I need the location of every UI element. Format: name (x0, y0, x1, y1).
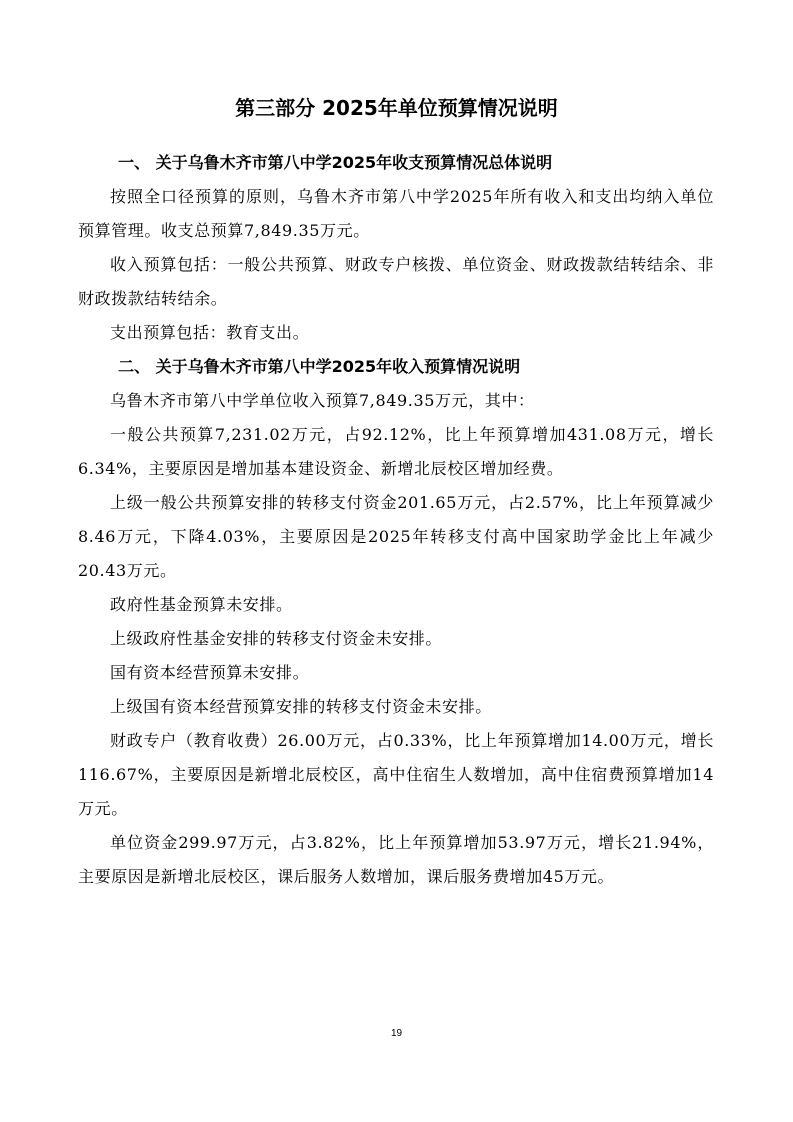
section-2-heading: 二、 关于乌鲁木齐市第八中学2025年收入预算情况说明 (118, 357, 521, 376)
paragraph: 上级一般公共预算安排的转移支付资金201.65万元，占2.57%，比上年预算减少8.46万元，下降4.03%，主要原因是2025年转移支付高中国家助学金比上年减少20.43万元。 (78, 493, 714, 580)
document-body (78, 146, 714, 894)
page-number: 19 (390, 1028, 403, 1039)
paragraph: 财政专户（教育收费）26.00万元，占0.33%，比上年预算增加14.00万元，增长116.67%，主要原因是新增北辰校区，高中住宿生人数增加，高中住宿费预算增加14万元。 (78, 731, 714, 818)
page-title: 第三部分 2025年单位预算情况说明 (235, 96, 558, 120)
paragraph: 国有资本经营预算未安排。 (110, 663, 310, 682)
paragraph: 上级国有资本经营预算安排的转移支付资金未安排。 (110, 697, 492, 716)
paragraph: 按照全口径预算的原则，乌鲁木齐市第八中学2025年所有收入和支出均纳入单位预算管理。收支总预算7,849.35万元。 (78, 187, 714, 240)
paragraph: 政府性基金预算未安排。 (110, 595, 293, 614)
paragraph: 支出预算包括：教育支出。 (110, 323, 310, 342)
paragraph: 乌鲁木齐市第八中学单位收入预算7,849.35万元，其中： (110, 391, 535, 410)
paragraph: 收入预算包括：一般公共预算、财政专户核拨、单位资金、财政拨款结转结余、非财政拨款结转结余。 (78, 255, 714, 308)
paragraph: 单位资金299.97万元，占3.82%，比上年预算增加53.97万元，增长21.94%，主要原因是新增北辰校区，课后服务人数增加，课后服务费增加45万元。 (78, 833, 714, 886)
paragraph: 上级政府性基金安排的转移支付资金未安排。 (110, 629, 443, 648)
section-1-heading: 一、 关于乌鲁木齐市第八中学2025年收支预算情况总体说明 (118, 153, 553, 172)
paragraph: 一般公共预算7,231.02万元，占92.12%，比上年预算增加431.08万元，增长6.34%，主要原因是增加基本建设资金、新增北辰校区增加经费。 (78, 425, 714, 478)
